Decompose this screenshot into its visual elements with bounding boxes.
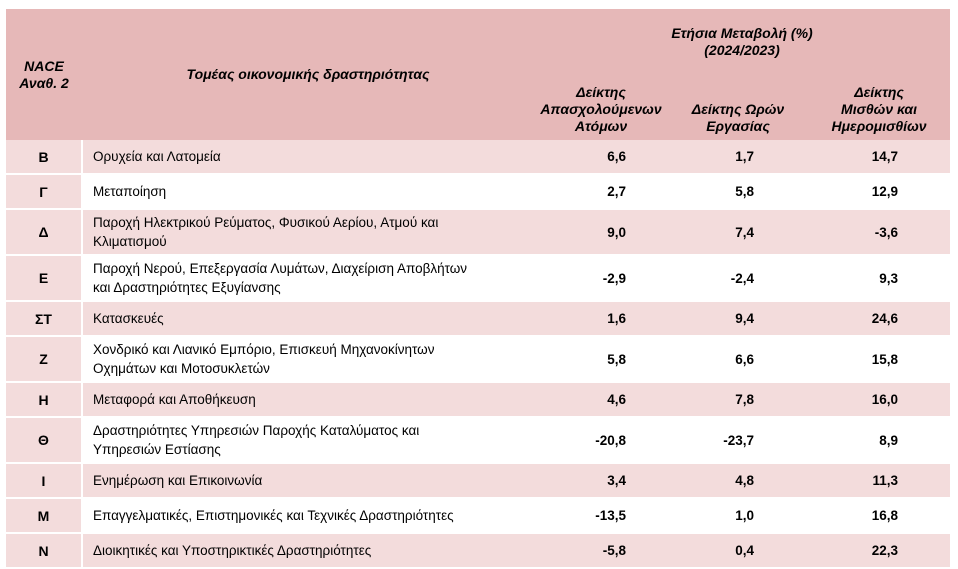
nace-code-cell: Μ: [6, 498, 82, 533]
sector-line1: Ενημέρωση και Επικοινωνία: [93, 473, 263, 488]
hours-value-cell: 7,4: [668, 209, 808, 255]
sector-cell: [82, 533, 534, 568]
nace-code-cell: Ε: [6, 255, 82, 301]
wages-value-cell: 11,3: [808, 463, 950, 498]
sector-line2: Οχημάτων και Μοτοσυκλετών: [93, 361, 270, 376]
wages-value-cell: 16,0: [808, 382, 950, 417]
sector-line1: Επαγγελματικές, Επιστημονικές και Τεχνικές Δραστηριότητες: [93, 508, 454, 523]
nace-code-cell: Γ: [6, 174, 82, 209]
header-nace-code: [6, 9, 82, 140]
sector-cell: [82, 417, 534, 463]
wages-value-cell: 15,8: [808, 336, 950, 382]
header-group-line1: Ετήσια Μεταβολή (%): [671, 25, 813, 41]
table-row: [6, 336, 950, 382]
sector-line1: Χονδρικό και Λιανικό Εμπόριο, Επισκευή Μηχανοκίνητων: [93, 342, 435, 357]
table-row: [6, 498, 950, 533]
header-wages-index: [808, 61, 950, 140]
employment-value-cell: -2,9: [534, 255, 668, 301]
hours-value-cell: 7,8: [668, 382, 808, 417]
table-row: [6, 417, 950, 463]
sector-cell: [82, 140, 534, 174]
nace-code-cell: Ν: [6, 533, 82, 568]
employment-value-cell: 5,8: [534, 336, 668, 382]
sector-line2: Κλιματισμού: [93, 234, 167, 249]
hours-value-cell: 4,8: [668, 463, 808, 498]
table-header: [6, 9, 950, 140]
header-hours-line2: Εργασίας: [706, 118, 770, 134]
header-employment-line2: Απασχολούμενων: [540, 101, 662, 117]
header-sector-label: Τομέας οικονομικής δραστηριότητας: [186, 66, 430, 82]
nace-code-cell: Δ: [6, 209, 82, 255]
header-nace-line1: NACE: [24, 57, 64, 74]
table-row: [6, 174, 950, 209]
table-row: [6, 301, 950, 336]
employment-value-cell: -20,8: [534, 417, 668, 463]
header-employment-line3: Ατόμων: [574, 118, 628, 134]
wages-value-cell: 24,6: [808, 301, 950, 336]
wages-value-cell: 8,9: [808, 417, 950, 463]
nace-code-cell: Ι: [6, 463, 82, 498]
nace-code-cell: Θ: [6, 417, 82, 463]
wages-value-cell: 22,3: [808, 533, 950, 568]
header-hours-line1: Δείκτης Ωρών: [691, 101, 785, 117]
nace-code-cell: ΣΤ: [6, 301, 82, 336]
nace-code-cell: Ζ: [6, 336, 82, 382]
sector-cell: [82, 382, 534, 417]
table-row: [6, 463, 950, 498]
hours-value-cell: 1,0: [668, 498, 808, 533]
hours-value-cell: 6,6: [668, 336, 808, 382]
header-sector: [82, 9, 534, 140]
table-row: [6, 140, 950, 174]
sector-line2: και Δραστηριότητες Εξυγίανσης: [93, 280, 281, 295]
wages-value-cell: 16,8: [808, 498, 950, 533]
header-group-title: [534, 9, 950, 61]
employment-value-cell: -5,8: [534, 533, 668, 568]
header-wages-line3: Ημερομισθίων: [831, 118, 927, 134]
sector-line1: Μεταποίηση: [93, 184, 167, 199]
wages-value-cell: 12,9: [808, 174, 950, 209]
hours-value-cell: 1,7: [668, 140, 808, 174]
employment-value-cell: 2,7: [534, 174, 668, 209]
table-row: [6, 382, 950, 417]
hours-value-cell: -2,4: [668, 255, 808, 301]
sector-line1: Διοικητικές και Υποστηρικτικές Δραστηριότητες: [93, 543, 372, 558]
hours-value-cell: 0,4: [668, 533, 808, 568]
header-group-line2: (2024/2023): [704, 42, 780, 58]
hours-value-cell: -23,7: [668, 417, 808, 463]
header-wages-line2: Μισθών και: [841, 101, 917, 117]
hours-value-cell: 5,8: [668, 174, 808, 209]
hours-value-cell: 9,4: [668, 301, 808, 336]
header-employment-index: [534, 61, 668, 140]
sector-cell: [82, 336, 534, 382]
sector-line1: Κατασκευές: [93, 311, 164, 326]
sector-cell: [82, 463, 534, 498]
table-row: [6, 209, 950, 255]
sector-line2: Υπηρεσιών Εστίασης: [93, 442, 221, 457]
nace-code-cell: Η: [6, 382, 82, 417]
table-row: [6, 255, 950, 301]
table-container: [6, 9, 950, 569]
annual-change-table: [6, 9, 950, 569]
sector-cell: [82, 174, 534, 209]
sector-cell: [82, 209, 534, 255]
sector-cell: [82, 301, 534, 336]
sector-line1: Μεταφορά και Αποθήκευση: [93, 392, 256, 407]
employment-value-cell: 9,0: [534, 209, 668, 255]
employment-value-cell: 3,4: [534, 463, 668, 498]
header-employment-line1: Δείκτης: [576, 84, 626, 100]
sector-cell: [82, 498, 534, 533]
nace-code-cell: Β: [6, 140, 82, 174]
sector-cell: [82, 255, 534, 301]
employment-value-cell: 6,6: [534, 140, 668, 174]
sector-line1: Παροχή Ηλεκτρικού Ρεύματος, Φυσικού Αερίου, Ατμού και: [93, 215, 439, 230]
header-hours-index: [668, 61, 808, 140]
header-nace-line2: Αναθ. 2: [19, 74, 69, 91]
table-row: [6, 533, 950, 568]
employment-value-cell: 4,6: [534, 382, 668, 417]
employment-value-cell: -13,5: [534, 498, 668, 533]
wages-value-cell: 14,7: [808, 140, 950, 174]
sector-line1: Ορυχεία και Λατομεία: [93, 149, 221, 164]
header-wages-line1: Δείκτης: [854, 84, 904, 100]
wages-value-cell: 9,3: [808, 255, 950, 301]
wages-value-cell: -3,6: [808, 209, 950, 255]
sector-line1: Παροχή Νερού, Επεξεργασία Λυμάτων, Διαχείριση Αποβλήτων: [93, 261, 468, 276]
sector-line1: Δραστηριότητες Υπηρεσιών Παροχής Καταλύματος και: [93, 423, 420, 438]
table-body: [6, 140, 950, 568]
employment-value-cell: 1,6: [534, 301, 668, 336]
